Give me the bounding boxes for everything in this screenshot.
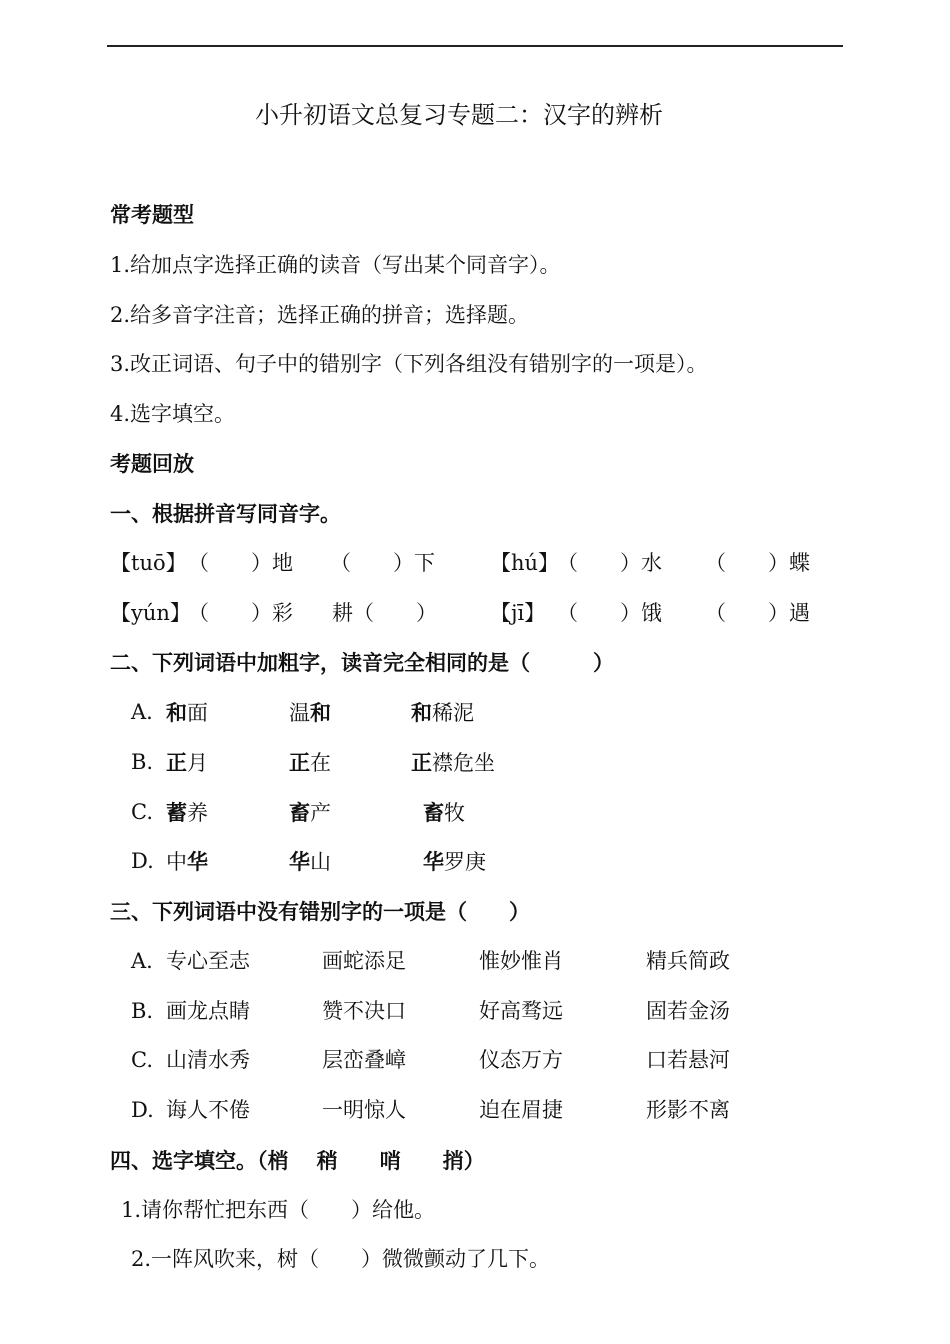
section-heading-review: 考题回放 [110, 451, 194, 476]
q2-word: 和面 [166, 700, 208, 725]
q4-item: 1.请你帮忙把东西（ ）给他。 [121, 1198, 436, 1222]
q2-word: 正月 [166, 750, 208, 775]
q3-word: 画蛇添足 [322, 949, 406, 973]
type-item: 4.选字填空。 [110, 402, 236, 426]
q3-word: 一明惊人 [322, 1098, 406, 1122]
q1-blank: （ ）水 [557, 551, 662, 575]
q2-option-letter: A. [131, 700, 153, 724]
q3-word: 惟妙惟肖 [479, 949, 563, 973]
q2-word: 中华 [166, 849, 208, 874]
q1-blank: 耕（ ） [332, 601, 437, 625]
q1-heading: 一、根据拼音写同音字。 [110, 501, 341, 526]
q3-word: 好高骛远 [479, 999, 563, 1023]
q3-word: 口若悬河 [646, 1048, 730, 1072]
type-item: 2.给多音字注音；选择正确的拼音；选择题。 [110, 303, 530, 327]
q3-option-letter: B. [131, 999, 154, 1023]
q2-word: 蓄养 [166, 800, 208, 825]
q1-pinyin: 【hú】 [490, 551, 560, 575]
q1-pinyin: 【tuō】 [110, 551, 187, 575]
q3-heading: 三、下列词语中没有错别字的一项是（ ） [110, 899, 530, 924]
q3-word: 仪态万方 [479, 1048, 563, 1072]
section-heading-types: 常考题型 [110, 202, 194, 227]
type-item: 1.给加点字选择正确的读音（写出某个同音字）。 [110, 253, 561, 277]
q1-blank: （ ）饿 [557, 601, 662, 625]
q3-option-letter: A. [131, 949, 153, 973]
q2-word: 畜牧 [423, 800, 465, 825]
q3-word: 精兵简政 [646, 949, 730, 973]
type-item: 3.改正词语、句子中的错别字（下列各组没有错别字的一项是）。 [110, 352, 708, 376]
q3-word: 赞不决口 [322, 999, 406, 1023]
q3-word: 形影不离 [646, 1098, 730, 1122]
q1-pinyin: 【yún】 [110, 601, 191, 625]
q3-option-letter: C. [131, 1048, 153, 1072]
q3-word: 山清水秀 [166, 1048, 250, 1072]
q2-heading: 二、下列词语中加粗字，读音完全相同的是（ ） [110, 650, 614, 675]
q1-blank: （ ）蝶 [705, 551, 810, 575]
q2-word: 华罗庚 [423, 849, 486, 874]
q2-word: 畜产 [289, 800, 331, 825]
q3-word: 画龙点睛 [166, 999, 250, 1023]
q3-word: 层峦叠嶂 [322, 1048, 406, 1072]
q3-word: 固若金汤 [646, 999, 730, 1023]
q3-word: 专心至志 [166, 949, 250, 973]
q1-blank: （ ）彩 [188, 601, 293, 625]
q2-word: 和稀泥 [411, 700, 474, 725]
q3-option-letter: D. [131, 1098, 154, 1122]
q1-blank: （ ）下 [330, 551, 435, 575]
q2-word: 正襟危坐 [411, 750, 495, 775]
q1-blank: （ ）地 [188, 551, 293, 575]
q1-blank: （ ）遇 [705, 601, 810, 625]
q2-word: 温和 [289, 700, 331, 725]
q2-option-letter: B. [131, 750, 154, 774]
q2-option-letter: D. [131, 849, 154, 873]
q4-heading: 四、选字填空。（梢 稍 哨 捎） [110, 1148, 485, 1173]
q3-word: 诲人不倦 [166, 1098, 250, 1122]
q1-pinyin: 【jī】 [490, 601, 546, 625]
q4-item: 2.一阵风吹来，树（ ）微微颤动了几下。 [131, 1247, 551, 1271]
q2-option-letter: C. [131, 800, 153, 824]
q3-word: 迫在眉捷 [479, 1098, 563, 1122]
header-rule [107, 45, 843, 47]
page-title: 小升初语文总复习专题二：汉字的辨析 [255, 101, 663, 129]
q2-word: 正在 [289, 750, 331, 775]
q2-word: 华山 [289, 849, 331, 874]
